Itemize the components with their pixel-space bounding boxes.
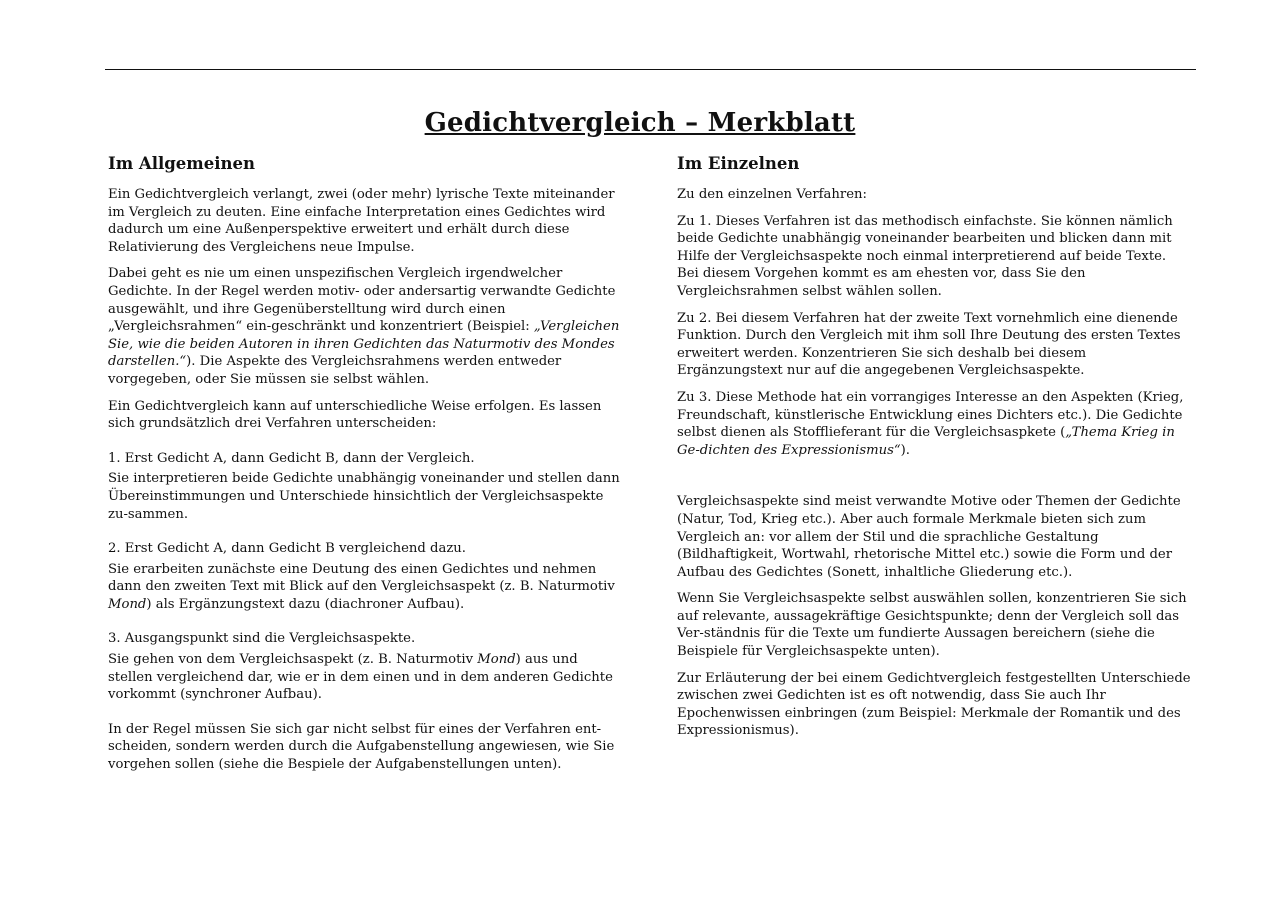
paragraph-procedures-intro: Zu den einzelnen Verfahren: [677, 187, 867, 202]
paragraph-aspect-selection: Wenn Sie Vergleichsaspekte selbst auswählen sollen, konzentrieren Sie sich auf relevante, aussagekräftige Gesichtspunkte; denn der Vergleich soll das Ver-ständnis für die Texte um fundierte Aussagen bereichern (siehe die Beispiele für Vergleichsaspekte unten). [677, 591, 1187, 660]
document-title: Gedichtvergleich – Merkblatt [424, 108, 856, 138]
paragraph-epoch-knowledge: Zur Erläuterung der bei einem Gedichtvergleich festgestellten Unterschiede zwischen zwei Gedichten ist es oft notwendig, dass Sie auch Ihr Epochenwissen einbringen (zum Beispiel: Merkmale der Romantik und des Expressionismus). [677, 670, 1191, 739]
example-quote: „Thema Krieg in Ge-dichten des Expressionismus“ [677, 425, 1175, 458]
header-rule [105, 69, 1196, 70]
paragraph-procedure-3 [677, 389, 1195, 459]
text-span: Dabei geht es nie um einen unspezifischen Vergleich irgendwelcher Gedichte. In der Regel werden motiv- oder andersartig verwandte Gedichte ausgewählt, und ihre Gegenüberstelltung wird durch einen „Vergleichsrahmen“ ein-geschränkt und konzentriert (Beispiel: [108, 266, 616, 335]
text-span: ) als Ergänzungstext dazu (diachroner Aufbau). [146, 596, 465, 612]
paragraph-procedure-1 [677, 213, 1195, 301]
text-span: ). [900, 442, 910, 458]
text-span: Zu 1. Dieses Verfahren ist das methodisch einfachste. Sie können nämlich beide Gedichte unabhängig voneinander bearbeiten und blicken dann mit Hilfe der Vergleichsaspekte noch einmal interpretierend auf beide Texte. [677, 213, 1173, 264]
emphasis-mond: Mond [477, 652, 516, 668]
method-2-text [108, 561, 624, 614]
method-1-title: 1. Erst Gedicht A, dann Gedicht B, dann der Vergleich. [108, 450, 475, 466]
text-span: Zu 3. Diese Methode hat ein vorrangiges Interesse an den Aspekten (Krieg, Freundschaft, künstlerische Entwicklung eines Dichters etc.). Die Gedichte selbst dienen als Stofflieferant für die Vergleichsaspkete ( [677, 389, 1184, 441]
method-3-text [108, 651, 624, 704]
text-span: ). Die Aspekte des Vergleichsrahmens werden entweder vorgegeben, oder Sie müssen sie selbst wählen. [108, 354, 562, 387]
method-2-title: 2. Erst Gedicht A, dann Gedicht B vergleichend dazu. [108, 541, 466, 557]
paragraph-task-note: In der Regel müssen Sie sich gar nicht selbst für eines der Verfahren ent-scheiden, sondern werden durch die Aufgabenstellung angewiesen, wie Sie vorgehen sollen (siehe die Bespiele der Aufgabenstellungen unten). [108, 721, 615, 773]
text-span: ) aus und stellen vergleichend dar, wie er in dem einen und in dem anderen Gedichte vorkommt (synchroner Aufbau). [108, 652, 613, 703]
paragraph-comparison-frame [108, 265, 624, 388]
left-column [108, 152, 624, 783]
method-1-text: Sie interpretieren beide Gedichte unabhängig voneinander und stellen dann Übereinstimmungen und Unterschiede hinsichtlich der Vergleichsaspekte zu-sammen. [108, 471, 620, 522]
emphasis-mond: Mond [108, 596, 147, 612]
paragraph-methods-intro: Ein Gedichtvergleich kann auf unterschiedliche Weise erfolgen. Es lassen sich grundsätzlich drei Verfahren unterscheiden: [108, 398, 602, 432]
section-heading-general: Im Allgemeinen [108, 154, 256, 173]
paragraph-procedure-2: Zu 2. Bei diesem Verfahren hat der zweite Text vornehmlich eine dienende Funktion. Durch den Vergleich mit ihm soll Ihre Deutung des ersten Textes erweitert werden. Konzentrieren Sie sich deshalb bei diesem Ergänzungstext nur auf die angegebenen Vergleichsaspekte. [677, 310, 1181, 379]
text-span: Sie gehen von dem Vergleichsaspekt (z. B. Naturmotiv [108, 652, 478, 668]
section-heading-details: Im Einzelnen [677, 154, 800, 173]
text-span: Sie erarbeiten zunächste eine Deutung des einen Gedichtes und nehmen dann den zweiten Text mit Blick auf den Vergleichsaspekt (z. B. Naturmotiv [108, 561, 615, 595]
example-quote: „Vergleichen Sie, wie die beiden Autoren in ihren Gedichten das Naturmotiv des Mondes darstellen.“ [108, 319, 620, 370]
text-span: Bei diesem Vorgehen kommt es am ehesten vor, dass Sie den Vergleichsrahmen selbst wählen sollen. [677, 266, 1086, 299]
right-column [677, 152, 1195, 749]
paragraph-aspects: Vergleichsaspekte sind meist verwandte Motive oder Themen der Gedichte (Natur, Tod, Krieg etc.). Aber auch formale Merkmale bieten sich zum Vergleich an: vor allem der Stil und die sprachliche Gestaltung (Bildhaftigkeit, Wortwahl, rhetorische Mittel etc.) sowie die Form und der Aufbau des Gedichtes (Sonett, inhaltliche Gliederung etc.). [677, 494, 1181, 580]
paragraph-definition: Ein Gedichtvergleich verlangt, zwei (oder mehr) lyrische Texte miteinander im Vergleich zu deuten. Eine einfache Interpretation eines Gedichtes wird dadurch um eine Außenperspektive erweitert und erhält durch diese Relativierung des Vergleichens neue Impulse. [108, 187, 615, 255]
method-3-title: 3. Ausgangspunkt sind die Vergleichsaspekte. [108, 631, 416, 647]
